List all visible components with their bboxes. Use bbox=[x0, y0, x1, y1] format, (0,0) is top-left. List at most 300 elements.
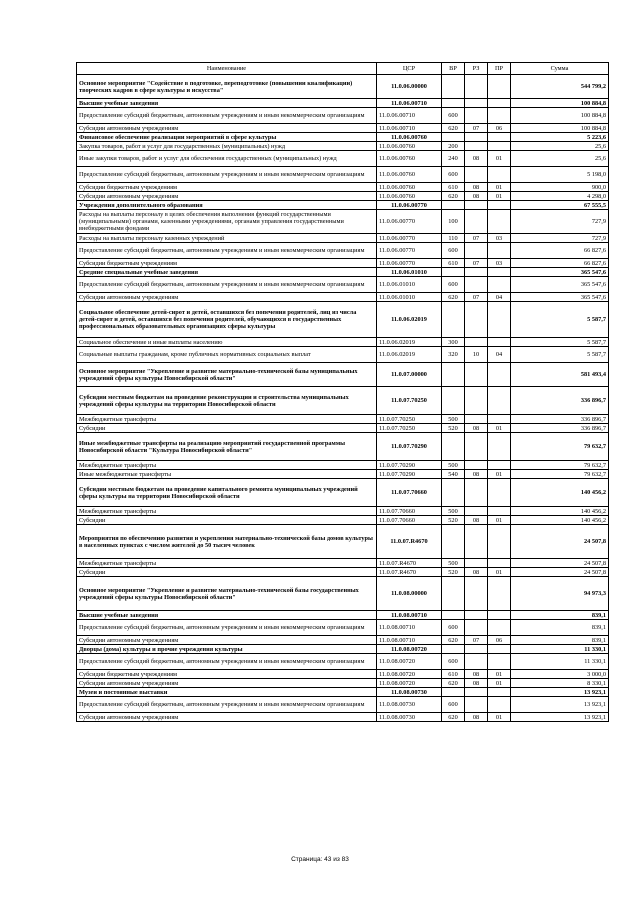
cell-csr: 11.0.07.R4670 bbox=[377, 559, 442, 568]
cell-rz bbox=[465, 654, 488, 670]
cell-csr: 11.0.08.00720 bbox=[377, 645, 442, 654]
cell-pr: 06 bbox=[488, 636, 511, 645]
cell-sum: 11 330,1 bbox=[511, 654, 609, 670]
cell-pr bbox=[488, 167, 511, 183]
cell-name: Мероприятия по обеспечению развития и укрепления материально-технической базы домов культуры в населенных пунктах с числом жителей до 50 тысяч человек bbox=[77, 525, 377, 559]
table-row bbox=[77, 363, 609, 387]
cell-csr: 11.0.06.00760 bbox=[377, 167, 442, 183]
cell-sum: 79 632,7 bbox=[511, 433, 609, 461]
cell-pr: 01 bbox=[488, 670, 511, 679]
table-row bbox=[77, 679, 609, 688]
header-rz: РЗ bbox=[465, 63, 488, 75]
table-row bbox=[77, 192, 609, 201]
cell-sum: 13 923,1 bbox=[511, 713, 609, 722]
cell-pr bbox=[488, 243, 511, 259]
cell-name: Финансовое обеспечение реализации мероприятий в сфере культуры bbox=[77, 133, 377, 142]
cell-name: Учреждения дополнительного образования bbox=[77, 201, 377, 210]
table-row bbox=[77, 201, 609, 210]
cell-rz bbox=[465, 461, 488, 470]
cell-name: Субсидии автономным учреждениям bbox=[77, 293, 377, 302]
cell-vr: 200 bbox=[442, 142, 465, 151]
cell-rz bbox=[465, 108, 488, 124]
cell-sum: 839,1 bbox=[511, 611, 609, 620]
cell-vr: 600 bbox=[442, 697, 465, 713]
cell-pr bbox=[488, 338, 511, 347]
cell-vr bbox=[442, 688, 465, 697]
cell-name: Высшие учебные заведения bbox=[77, 611, 377, 620]
cell-pr bbox=[488, 577, 511, 611]
cell-sum: 5 587,7 bbox=[511, 347, 609, 363]
cell-pr: 01 bbox=[488, 470, 511, 479]
cell-pr: 01 bbox=[488, 679, 511, 688]
cell-csr: 11.0.06.00770 bbox=[377, 210, 442, 234]
table-row bbox=[77, 234, 609, 243]
cell-pr: 01 bbox=[488, 151, 511, 167]
cell-sum: 365 547,6 bbox=[511, 293, 609, 302]
cell-csr: 11.0.08.00710 bbox=[377, 620, 442, 636]
cell-sum: 140 456,2 bbox=[511, 507, 609, 516]
cell-sum: 336 896,7 bbox=[511, 424, 609, 433]
cell-pr bbox=[488, 525, 511, 559]
cell-csr: 11.0.06.00710 bbox=[377, 99, 442, 108]
cell-vr: 600 bbox=[442, 654, 465, 670]
cell-sum: 839,1 bbox=[511, 636, 609, 645]
table-row bbox=[77, 461, 609, 470]
cell-rz bbox=[465, 415, 488, 424]
cell-rz bbox=[465, 611, 488, 620]
cell-csr: 11.0.06.02019 bbox=[377, 338, 442, 347]
cell-csr: 11.0.08.00720 bbox=[377, 670, 442, 679]
cell-sum: 94 973,3 bbox=[511, 577, 609, 611]
table-row bbox=[77, 611, 609, 620]
cell-sum: 3 000,0 bbox=[511, 670, 609, 679]
cell-vr: 500 bbox=[442, 461, 465, 470]
cell-csr: 11.0.07.00000 bbox=[377, 363, 442, 387]
cell-name: Закупка товаров, работ и услуг для государственных (муниципальных) нужд bbox=[77, 142, 377, 151]
table-row bbox=[77, 277, 609, 293]
cell-pr bbox=[488, 479, 511, 507]
cell-name: Расходы на выплаты персоналу казенных учреждений bbox=[77, 234, 377, 243]
cell-rz bbox=[465, 688, 488, 697]
cell-name: Иные межбюджетные трансферты bbox=[77, 470, 377, 479]
cell-sum: 79 632,7 bbox=[511, 470, 609, 479]
cell-rz: 08 bbox=[465, 516, 488, 525]
table-row bbox=[77, 433, 609, 461]
cell-csr: 11.0.06.00760 bbox=[377, 133, 442, 142]
cell-vr: 100 bbox=[442, 210, 465, 234]
cell-sum: 5 587,7 bbox=[511, 302, 609, 338]
cell-vr: 110 bbox=[442, 234, 465, 243]
table-row bbox=[77, 259, 609, 268]
cell-rz: 08 bbox=[465, 424, 488, 433]
table-row bbox=[77, 620, 609, 636]
cell-vr: 600 bbox=[442, 167, 465, 183]
cell-rz bbox=[465, 277, 488, 293]
table-row bbox=[77, 387, 609, 415]
table-row bbox=[77, 525, 609, 559]
cell-csr: 11.0.08.00730 bbox=[377, 713, 442, 722]
table-row bbox=[77, 302, 609, 338]
cell-rz: 07 bbox=[465, 234, 488, 243]
cell-vr bbox=[442, 201, 465, 210]
cell-rz bbox=[465, 142, 488, 151]
table-row bbox=[77, 568, 609, 577]
cell-vr bbox=[442, 645, 465, 654]
cell-sum: 336 896,7 bbox=[511, 387, 609, 415]
cell-vr: 600 bbox=[442, 620, 465, 636]
table-row bbox=[77, 516, 609, 525]
cell-sum: 11 330,1 bbox=[511, 645, 609, 654]
cell-sum: 727,9 bbox=[511, 234, 609, 243]
cell-vr: 620 bbox=[442, 713, 465, 722]
cell-rz: 08 bbox=[465, 568, 488, 577]
table-row bbox=[77, 470, 609, 479]
cell-csr: 11.0.07.R4670 bbox=[377, 568, 442, 577]
cell-sum: 8 330,1 bbox=[511, 679, 609, 688]
cell-sum: 336 896,7 bbox=[511, 415, 609, 424]
cell-rz bbox=[465, 645, 488, 654]
cell-vr: 500 bbox=[442, 415, 465, 424]
cell-rz bbox=[465, 433, 488, 461]
cell-vr bbox=[442, 99, 465, 108]
cell-vr: 320 bbox=[442, 347, 465, 363]
cell-name: Предоставление субсидий бюджетным, автономным учреждениям и иным некоммерческим организациям bbox=[77, 243, 377, 259]
cell-csr: 11.0.07.70660 bbox=[377, 507, 442, 516]
cell-pr: 06 bbox=[488, 124, 511, 133]
cell-rz bbox=[465, 559, 488, 568]
cell-name: Межбюджетные трансферты bbox=[77, 415, 377, 424]
cell-name: Предоставление субсидий бюджетным, автономным учреждениям и иным некоммерческим организациям bbox=[77, 620, 377, 636]
cell-csr: 11.0.07.70660 bbox=[377, 516, 442, 525]
cell-csr: 11.0.08.00720 bbox=[377, 679, 442, 688]
cell-vr: 600 bbox=[442, 243, 465, 259]
table-row bbox=[77, 415, 609, 424]
cell-rz bbox=[465, 302, 488, 338]
cell-name: Субсидии бюджетным учреждениям bbox=[77, 670, 377, 679]
cell-vr bbox=[442, 133, 465, 142]
header-vr: ВР bbox=[442, 63, 465, 75]
cell-sum: 5 587,7 bbox=[511, 338, 609, 347]
cell-csr: 11.0.07.70290 bbox=[377, 470, 442, 479]
cell-sum: 24 507,8 bbox=[511, 568, 609, 577]
cell-pr: 01 bbox=[488, 713, 511, 722]
cell-name: Расходы на выплаты персоналу в целях обеспечения выполнения функций государственными (муниципальными) органами, казенными учреждениями, органами управления государственными внебюджетными фондами bbox=[77, 210, 377, 234]
cell-pr bbox=[488, 654, 511, 670]
header-pr: ПР bbox=[488, 63, 511, 75]
table-row bbox=[77, 268, 609, 277]
cell-name: Субсидии автономным учреждениям bbox=[77, 124, 377, 133]
table-row bbox=[77, 243, 609, 259]
cell-sum: 13 923,1 bbox=[511, 688, 609, 697]
cell-pr bbox=[488, 461, 511, 470]
cell-rz: 08 bbox=[465, 679, 488, 688]
cell-rz bbox=[465, 167, 488, 183]
table-row bbox=[77, 636, 609, 645]
cell-pr bbox=[488, 697, 511, 713]
cell-rz bbox=[465, 75, 488, 99]
cell-rz bbox=[465, 363, 488, 387]
cell-csr: 11.0.06.00770 bbox=[377, 259, 442, 268]
cell-pr bbox=[488, 268, 511, 277]
cell-vr: 610 bbox=[442, 259, 465, 268]
cell-pr: 01 bbox=[488, 192, 511, 201]
cell-pr bbox=[488, 620, 511, 636]
cell-csr: 11.0.06.01010 bbox=[377, 268, 442, 277]
cell-name: Межбюджетные трансферты bbox=[77, 507, 377, 516]
cell-name: Социальное обеспечение детей-сирот и детей, оставшихся без попечения родителей, лиц из числа детей-сирот и детей, оставшихся без попечения родителей, обучающихся в государственных профессиональных образовательных организациях сферы культуры bbox=[77, 302, 377, 338]
cell-rz bbox=[465, 338, 488, 347]
cell-vr bbox=[442, 268, 465, 277]
cell-pr: 04 bbox=[488, 347, 511, 363]
cell-rz: 08 bbox=[465, 470, 488, 479]
cell-rz: 08 bbox=[465, 713, 488, 722]
cell-sum: 4 298,0 bbox=[511, 192, 609, 201]
cell-rz: 07 bbox=[465, 124, 488, 133]
table-row bbox=[77, 670, 609, 679]
cell-name: Основное мероприятие "Содействие в подготовке, переподготовке (повышении квалификации) творческих кадров в сфере культуры и искусства" bbox=[77, 75, 377, 99]
cell-csr: 11.0.06.00760 bbox=[377, 183, 442, 192]
cell-name: Субсидии автономным учреждениям bbox=[77, 713, 377, 722]
cell-sum: 581 493,4 bbox=[511, 363, 609, 387]
cell-name: Межбюджетные трансферты bbox=[77, 559, 377, 568]
cell-name: Субсидии автономным учреждениям bbox=[77, 679, 377, 688]
cell-csr: 11.0.08.00720 bbox=[377, 654, 442, 670]
table-row bbox=[77, 210, 609, 234]
cell-pr bbox=[488, 142, 511, 151]
cell-pr bbox=[488, 611, 511, 620]
cell-pr bbox=[488, 645, 511, 654]
table-row bbox=[77, 108, 609, 124]
cell-pr bbox=[488, 133, 511, 142]
cell-rz bbox=[465, 577, 488, 611]
cell-sum: 839,1 bbox=[511, 620, 609, 636]
cell-csr: 11.0.06.00000 bbox=[377, 75, 442, 99]
cell-sum: 66 827,6 bbox=[511, 243, 609, 259]
cell-vr bbox=[442, 433, 465, 461]
cell-csr: 11.0.07.70250 bbox=[377, 415, 442, 424]
cell-name: Предоставление субсидий бюджетным, автономным учреждениям и иным некоммерческим организациям bbox=[77, 167, 377, 183]
table-row bbox=[77, 183, 609, 192]
cell-sum: 5 223,6 bbox=[511, 133, 609, 142]
cell-pr bbox=[488, 688, 511, 697]
cell-csr: 11.0.06.00710 bbox=[377, 124, 442, 133]
cell-pr: 03 bbox=[488, 234, 511, 243]
cell-csr: 11.0.06.02019 bbox=[377, 347, 442, 363]
cell-rz bbox=[465, 697, 488, 713]
cell-sum: 140 456,2 bbox=[511, 516, 609, 525]
cell-sum: 25,6 bbox=[511, 142, 609, 151]
cell-pr: 01 bbox=[488, 516, 511, 525]
cell-rz bbox=[465, 620, 488, 636]
table-row bbox=[77, 697, 609, 713]
cell-name: Иные закупки товаров, работ и услуг для обеспечения государственных (муниципальных) нужд bbox=[77, 151, 377, 167]
cell-name: Социальные выплаты гражданам, кроме публичных нормативных социальных выплат bbox=[77, 347, 377, 363]
header-sum: Сумма bbox=[511, 63, 609, 75]
cell-vr bbox=[442, 363, 465, 387]
cell-name: Высшие учебные заведения bbox=[77, 99, 377, 108]
cell-vr: 300 bbox=[442, 338, 465, 347]
cell-sum: 900,0 bbox=[511, 183, 609, 192]
table-row bbox=[77, 124, 609, 133]
cell-sum: 544 799,2 bbox=[511, 75, 609, 99]
cell-pr: 01 bbox=[488, 424, 511, 433]
cell-csr: 11.0.08.00000 bbox=[377, 577, 442, 611]
cell-vr bbox=[442, 525, 465, 559]
cell-vr: 540 bbox=[442, 470, 465, 479]
cell-vr: 520 bbox=[442, 568, 465, 577]
cell-pr: 01 bbox=[488, 183, 511, 192]
cell-csr: 11.0.07.70250 bbox=[377, 424, 442, 433]
cell-pr bbox=[488, 201, 511, 210]
header-name: Наименование bbox=[77, 63, 377, 75]
cell-sum: 5 198,0 bbox=[511, 167, 609, 183]
cell-pr bbox=[488, 277, 511, 293]
cell-csr: 11.0.08.00730 bbox=[377, 697, 442, 713]
cell-name: Предоставление субсидий бюджетным, автономным учреждениям и иным некоммерческим организациям bbox=[77, 654, 377, 670]
cell-rz bbox=[465, 479, 488, 507]
cell-sum: 13 923,1 bbox=[511, 697, 609, 713]
cell-name: Предоставление субсидий бюджетным, автономным учреждениям и иным некоммерческим организациям bbox=[77, 277, 377, 293]
cell-pr bbox=[488, 387, 511, 415]
table-header-row bbox=[77, 63, 609, 75]
cell-csr: 11.0.07.70660 bbox=[377, 479, 442, 507]
cell-pr bbox=[488, 302, 511, 338]
table-row bbox=[77, 424, 609, 433]
cell-csr: 11.0.08.00730 bbox=[377, 688, 442, 697]
cell-vr bbox=[442, 577, 465, 611]
cell-pr bbox=[488, 75, 511, 99]
cell-csr: 11.0.07.70290 bbox=[377, 461, 442, 470]
table-body bbox=[77, 75, 609, 722]
cell-vr: 620 bbox=[442, 293, 465, 302]
cell-pr: 01 bbox=[488, 568, 511, 577]
cell-name: Субсидии бюджетным учреждениям bbox=[77, 259, 377, 268]
cell-vr: 620 bbox=[442, 124, 465, 133]
table-row bbox=[77, 479, 609, 507]
cell-pr bbox=[488, 507, 511, 516]
cell-name: Субсидии автономным учреждениям bbox=[77, 636, 377, 645]
cell-vr: 520 bbox=[442, 424, 465, 433]
cell-name: Основное мероприятие "Укрепление и развитие материально-технической базы государственных учреждений сферы культуры Новосибирской области" bbox=[77, 577, 377, 611]
cell-vr: 520 bbox=[442, 516, 465, 525]
cell-vr: 240 bbox=[442, 151, 465, 167]
cell-vr: 610 bbox=[442, 670, 465, 679]
cell-csr: 11.0.07.70250 bbox=[377, 387, 442, 415]
cell-name: Иные межбюджетные трансферты на реализацию мероприятий государственной программы Новосибирской области "Культура Новосибирской области" bbox=[77, 433, 377, 461]
cell-sum: 24 507,8 bbox=[511, 559, 609, 568]
header-csr: ЦСР bbox=[377, 63, 442, 75]
cell-rz: 07 bbox=[465, 636, 488, 645]
cell-csr: 11.0.08.00710 bbox=[377, 611, 442, 620]
table-row bbox=[77, 142, 609, 151]
table-row bbox=[77, 133, 609, 142]
cell-name: Музеи и постоянные выставки bbox=[77, 688, 377, 697]
cell-csr: 11.0.06.01010 bbox=[377, 277, 442, 293]
cell-pr bbox=[488, 559, 511, 568]
cell-name: Субсидии bbox=[77, 424, 377, 433]
cell-name: Социальное обеспечение и иные выплаты населению bbox=[77, 338, 377, 347]
cell-rz bbox=[465, 507, 488, 516]
cell-vr bbox=[442, 387, 465, 415]
cell-rz bbox=[465, 387, 488, 415]
cell-sum: 140 456,2 bbox=[511, 479, 609, 507]
table-row bbox=[77, 654, 609, 670]
cell-pr: 03 bbox=[488, 259, 511, 268]
budget-table bbox=[76, 62, 609, 722]
cell-sum: 365 547,6 bbox=[511, 277, 609, 293]
cell-pr bbox=[488, 108, 511, 124]
cell-rz bbox=[465, 99, 488, 108]
cell-rz bbox=[465, 133, 488, 142]
cell-rz: 08 bbox=[465, 192, 488, 201]
cell-pr bbox=[488, 433, 511, 461]
table-row bbox=[77, 151, 609, 167]
cell-csr: 11.0.06.00770 bbox=[377, 234, 442, 243]
table-row bbox=[77, 713, 609, 722]
cell-rz: 07 bbox=[465, 259, 488, 268]
cell-rz bbox=[465, 525, 488, 559]
page-number: Страница: 43 из 83 bbox=[291, 856, 349, 863]
cell-rz: 10 bbox=[465, 347, 488, 363]
cell-vr bbox=[442, 75, 465, 99]
cell-csr: 11.0.06.00710 bbox=[377, 108, 442, 124]
cell-csr: 11.0.07.70290 bbox=[377, 433, 442, 461]
cell-vr bbox=[442, 302, 465, 338]
table-row bbox=[77, 645, 609, 654]
cell-vr: 600 bbox=[442, 108, 465, 124]
cell-rz: 08 bbox=[465, 151, 488, 167]
cell-name: Субсидии bbox=[77, 568, 377, 577]
cell-sum: 66 827,6 bbox=[511, 259, 609, 268]
cell-rz bbox=[465, 201, 488, 210]
table-row bbox=[77, 559, 609, 568]
cell-name: Субсидии автономным учреждениям bbox=[77, 192, 377, 201]
cell-name: Дворцы (дома) культуры и прочие учреждения культуры bbox=[77, 645, 377, 654]
table-row bbox=[77, 577, 609, 611]
cell-vr: 620 bbox=[442, 636, 465, 645]
cell-sum: 67 555,5 bbox=[511, 201, 609, 210]
cell-pr bbox=[488, 99, 511, 108]
cell-sum: 727,9 bbox=[511, 210, 609, 234]
table-row bbox=[77, 347, 609, 363]
cell-sum: 79 632,7 bbox=[511, 461, 609, 470]
cell-csr: 11.0.06.00760 bbox=[377, 192, 442, 201]
cell-csr: 11.0.06.00760 bbox=[377, 142, 442, 151]
cell-rz: 08 bbox=[465, 183, 488, 192]
cell-pr bbox=[488, 363, 511, 387]
cell-vr: 500 bbox=[442, 507, 465, 516]
cell-vr: 500 bbox=[442, 559, 465, 568]
cell-sum: 100 884,8 bbox=[511, 108, 609, 124]
cell-pr bbox=[488, 415, 511, 424]
cell-vr bbox=[442, 479, 465, 507]
cell-name: Предоставление субсидий бюджетным, автономным учреждениям и иным некоммерческим организациям bbox=[77, 697, 377, 713]
cell-csr: 11.0.06.01010 bbox=[377, 293, 442, 302]
cell-vr: 620 bbox=[442, 679, 465, 688]
table-row bbox=[77, 688, 609, 697]
cell-name: Субсидии бюджетным учреждениям bbox=[77, 183, 377, 192]
cell-vr: 620 bbox=[442, 192, 465, 201]
table-row bbox=[77, 507, 609, 516]
cell-csr: 11.0.07.R4670 bbox=[377, 525, 442, 559]
table-row bbox=[77, 338, 609, 347]
table-row bbox=[77, 99, 609, 108]
cell-name: Средние специальные учебные заведения bbox=[77, 268, 377, 277]
cell-sum: 100 884,8 bbox=[511, 124, 609, 133]
cell-csr: 11.0.06.00770 bbox=[377, 243, 442, 259]
cell-sum: 100 884,8 bbox=[511, 99, 609, 108]
table-row bbox=[77, 75, 609, 99]
